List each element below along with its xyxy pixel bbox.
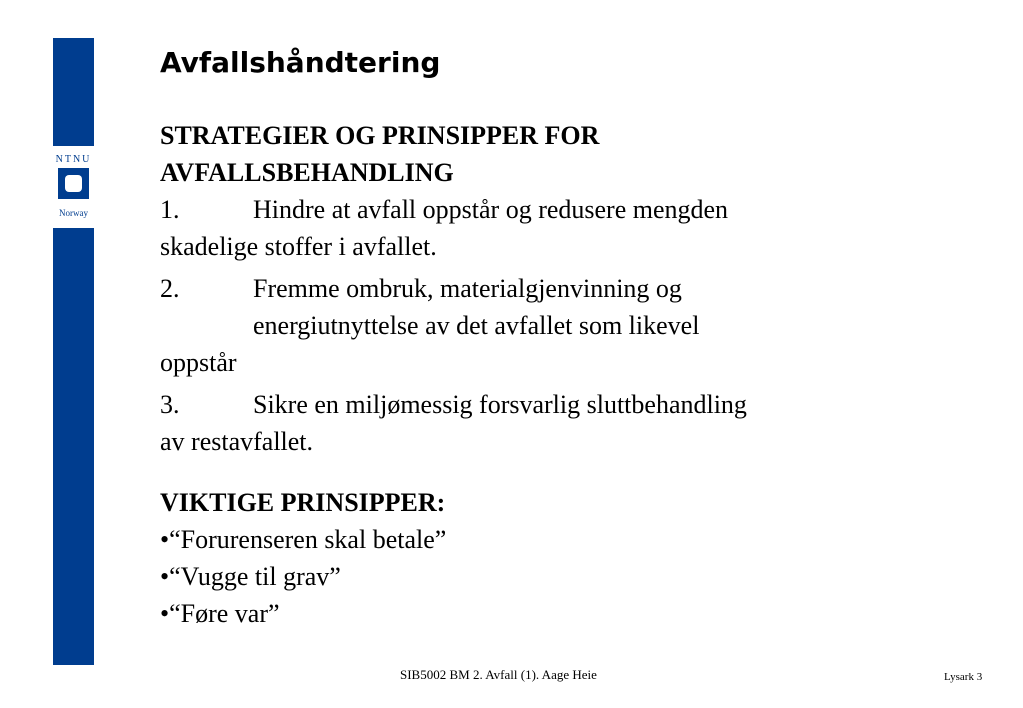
list-item-3 <box>160 386 880 460</box>
slide-title: Avfallshåndtering <box>160 46 441 79</box>
strategy-heading-line2: AVFALLSBEHANDLING <box>160 158 454 187</box>
item-number: 3. <box>160 390 180 419</box>
item-text: Sikre en miljømessig forsvarlig sluttbehandling <box>253 390 747 419</box>
slide-body <box>160 117 880 632</box>
item-number: 1. <box>160 195 180 224</box>
ntnu-sidebar-bottom <box>53 228 94 665</box>
footer-course: SIB5002 BM 2. Avfall (1). Aage Heie <box>400 667 597 682</box>
logo-country: Norway <box>59 208 88 218</box>
principle-item: •“Forurenseren skal betale” <box>160 525 447 554</box>
logo-mark-icon <box>58 168 89 199</box>
ntnu-sidebar-top <box>53 38 94 146</box>
list-item-1 <box>160 191 880 265</box>
list-item-2 <box>160 270 880 381</box>
ntnu-logo <box>53 150 94 228</box>
item-text-continued: energiutnyttelse av det avfallet som likevel <box>253 311 700 340</box>
footer-page-number: Lysark 3 <box>944 671 983 683</box>
item-text: Hindre at avfall oppstår og redusere mengden <box>253 195 729 224</box>
principle-item: •“Føre var” <box>160 599 280 628</box>
item-text-continued: av restavfallet. <box>160 427 314 456</box>
strategy-heading-line1: STRATEGIER OG PRINSIPPER FOR <box>160 121 600 150</box>
principles-heading: VIKTIGE PRINSIPPER: <box>160 488 446 517</box>
item-text-continued: skadelige stoffer i avfallet. <box>160 232 437 261</box>
item-text-continued: oppstår <box>160 348 237 377</box>
item-number: 2. <box>160 274 180 303</box>
item-text: Fremme ombruk, materialgjenvinning og <box>253 274 682 303</box>
logo-letters: NTNU <box>55 154 92 165</box>
principle-item: •“Vugge til grav” <box>160 562 341 591</box>
